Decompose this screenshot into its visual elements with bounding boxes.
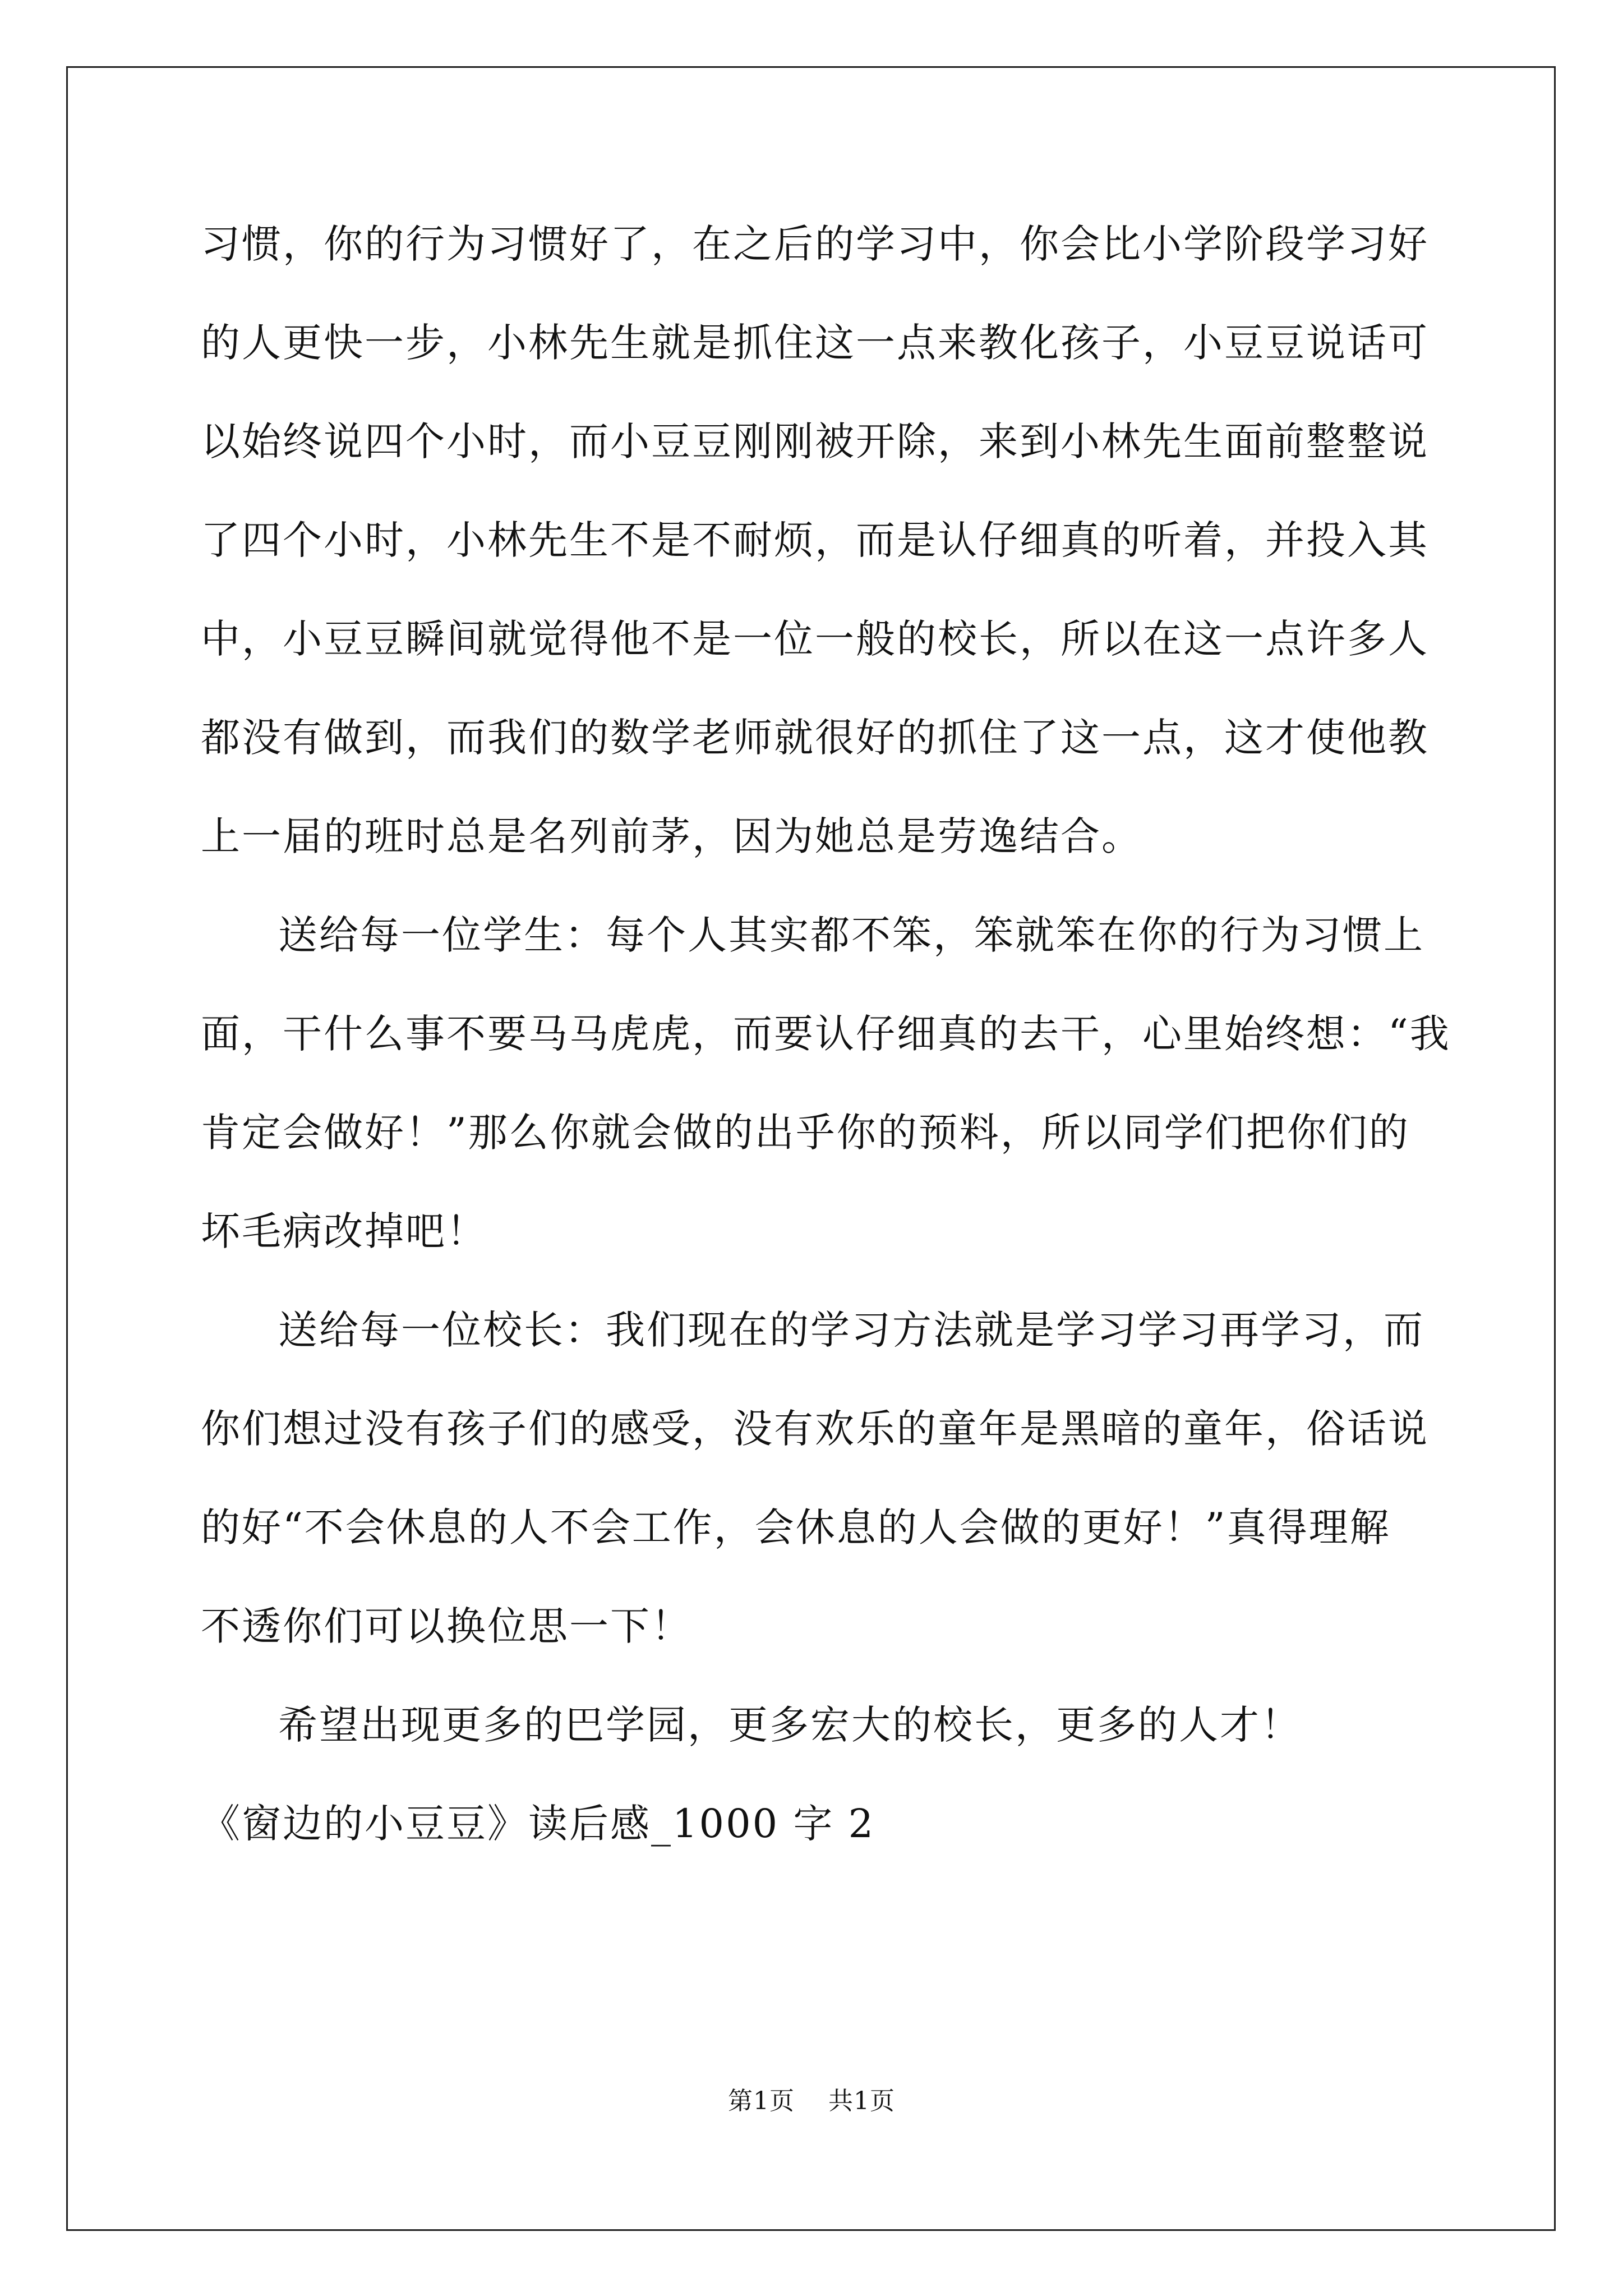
text-line: 的好“不会休息的人不会工作，会休息的人会做的更好！”真得理解 <box>201 1504 1391 1550</box>
section-heading: 《窗边的小豆豆》读后感_1000 字 2 <box>201 1801 875 1847</box>
page-total: 共1页 <box>828 2087 895 2115</box>
text-line: 了四个小时，小林先生不是不耐烦，而是认仔细真的听着，并投入其 <box>201 517 1429 563</box>
text-line: 中，小豆豆瞬间就觉得他不是一位一般的校长，所以在这一点许多人 <box>201 616 1429 662</box>
paragraph-first-line: 送给每一位学生：每个人其实都不笨，笨就笨在你的行为习惯上 <box>278 912 1424 958</box>
text-line: 以始终说四个小时，而小豆豆刚刚被开除，来到小林先生面前整整说 <box>201 418 1429 464</box>
text-line: 上一届的班时总是名列前茅，因为她总是劳逸结合。 <box>201 813 1142 859</box>
page-number: 第1页 <box>728 2087 795 2115</box>
text-line: 肯定会做好！”那么你就会做的出乎你的预料，所以同学们把你们的 <box>201 1110 1410 1156</box>
text-line: 都没有做到，而我们的数学老师就很好的抓住了这一点，这才使他教 <box>201 715 1429 761</box>
text-line: 习惯，你的行为习惯好了，在之后的学习中，你会比小学阶段学习好 <box>201 221 1429 267</box>
text-line: 坏毛病改掉吧！ <box>201 1208 487 1254</box>
text-line: 你们想过没有孩子们的感受，没有欢乐的童年是黑暗的童年，俗话说 <box>201 1406 1429 1452</box>
text-line: 的人更快一步，小林先生就是抓住这一点来教化孩子，小豆豆说话可 <box>201 320 1429 366</box>
page-footer <box>0 2086 1623 2117</box>
text-line: 不透你们可以换位思一下！ <box>201 1603 692 1649</box>
paragraph-first-line: 希望出现更多的巴学园，更多宏大的校长，更多的人才！ <box>278 1702 1302 1748</box>
text-line: 面，干什么事不要马马虎虎，而要认仔细真的去干，心里始终想：“我 <box>201 1011 1451 1057</box>
paragraph-first-line: 送给每一位校长：我们现在的学习方法就是学习学习再学习，而 <box>278 1307 1424 1353</box>
document-body <box>201 219 1451 1897</box>
